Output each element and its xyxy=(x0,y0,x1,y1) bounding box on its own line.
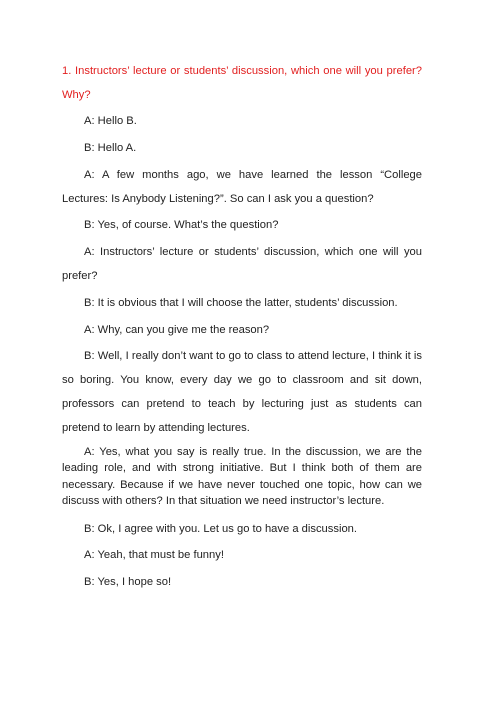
dialogue-line: A: A few months ago, we have learned the lesson “College Lectures: Is Anybody Listening?”. So can I ask you a question? xyxy=(62,168,422,205)
document-body xyxy=(62,60,422,598)
dialogue-line: B: Yes, of course. What’s the question? xyxy=(84,219,279,232)
dialogue-line: B: Well, I really don’t want to go to class to attend lecture, I think it is so boring. You know, every day we go to classroom and sit down, professors can pretend to teach by lecturing just as students can pretend to learn by attending lectures. xyxy=(62,350,422,434)
dialogue-line: A: Yes, what you say is really true. In the discussion, we are the leading role, and with strong initiative. But I think both of them are necessary. Because if we have never touched one topic, how can we discuss with others? In that situation we need instructor’s lecture. xyxy=(62,445,422,508)
question-heading: 1. Instructors’ lecture or students’ discussion, which one will you prefer? Why? xyxy=(62,65,422,101)
dialogue-line: B: Yes, I hope so! xyxy=(84,576,172,589)
dialogue-line: A: Yeah, that must be funny! xyxy=(84,549,224,562)
dialogue-line: B: Ok, I agree with you. Let us go to have a discussion. xyxy=(84,522,358,535)
dialogue-line: B: It is obvious that I will choose the latter, students’ discussion. xyxy=(84,296,398,309)
dialogue-line: A: Instructors’ lecture or students’ discussion, which one will you prefer? xyxy=(62,246,422,282)
dialogue-line: B: Hello A. xyxy=(84,141,137,154)
dialogue-line: A: Hello B. xyxy=(84,115,137,128)
dialogue-line: A: Why, can you give me the reason? xyxy=(84,323,270,336)
